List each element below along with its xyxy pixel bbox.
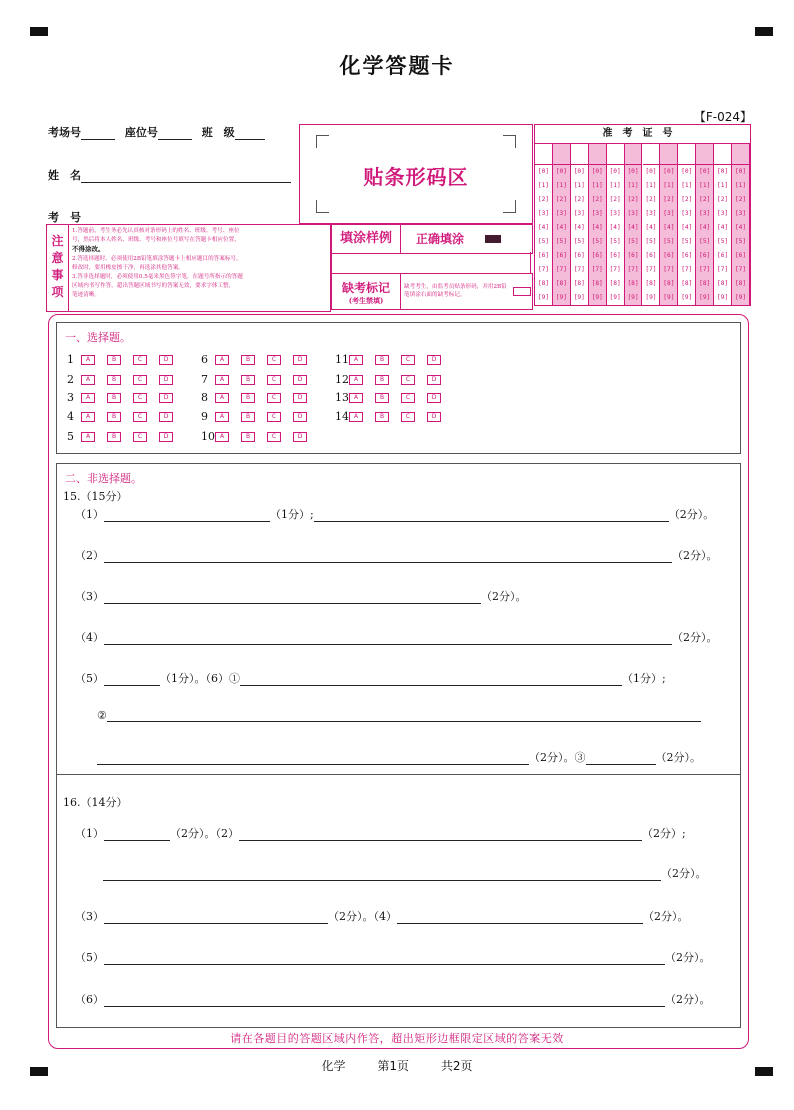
ticket-column[interactable] — [607, 144, 625, 305]
absent-desc: 缺考考生，由监考员贴条形码，并用2B铅笔填涂右面的缺考标记。 — [404, 284, 507, 298]
ticket-digit-bubble[interactable]: [2] — [609, 196, 621, 203]
footer-total: 共2页 — [440, 1059, 473, 1073]
mc-option-bubble[interactable]: C — [401, 412, 415, 422]
mc-option-bubble[interactable]: B — [107, 355, 121, 365]
notes-text: 1.答题前，考生务必先认真核对条形码上的姓名、班级、考号、座位 号，然后将本人姓名、班级、考号和座位号填写在答题卡相应位置， 不得涂改。 2.答选择题时，必须使用2B铅笔填涂答题卡上相应题目的答案标号， 修改时，要用橡皮擦干净，再选涂其他答案。 3.答非选择题时，必须使用0.5毫米黑色签字笔，在题号所指示的答题 区域内书写作答，超出答题区域书写的答案无效，要求字体工整， 笔迹清晰。 — [72, 228, 243, 298]
ticket-digit-bubble[interactable]: [7] — [555, 266, 567, 273]
ticket-digit-bubble[interactable]: [2] — [645, 196, 657, 203]
ticket-digit-bubble[interactable]: [9] — [627, 294, 639, 301]
ticket-digit-write-box[interactable] — [571, 144, 588, 165]
mc-option-bubble[interactable]: A — [81, 375, 95, 385]
ticket-digit-bubble[interactable]: [4] — [699, 224, 711, 231]
ticket-digit-bubble[interactable]: [7] — [537, 266, 550, 273]
mc-option-bubble[interactable]: C — [133, 412, 147, 422]
mc-option-bubble[interactable]: C — [267, 355, 281, 365]
ticket-digit-write-box[interactable] — [696, 144, 713, 165]
ticket-digit-bubble[interactable]: [2] — [734, 196, 747, 203]
ticket-digit-bubble[interactable]: [3] — [645, 210, 657, 217]
barcode-label: 贴条形码区 — [363, 165, 469, 189]
barcode-area — [299, 124, 533, 224]
ticket-digit-bubble[interactable]: [9] — [734, 294, 747, 301]
ticket-digit-write-box[interactable] — [678, 144, 695, 165]
ticket-digit-write-box[interactable] — [660, 144, 677, 165]
q15-title: 15.（15分） — [63, 490, 128, 503]
ticket-digit-write-box[interactable] — [643, 144, 660, 165]
ticket-digit-bubble[interactable]: [4] — [591, 224, 603, 231]
page-footer — [0, 1057, 794, 1074]
ticket-digit-bubble[interactable]: [8] — [573, 280, 585, 287]
mc-question — [67, 391, 185, 404]
ticket-digit-bubble[interactable]: [2] — [591, 196, 603, 203]
mc-question — [335, 391, 453, 404]
mc-option-bubble[interactable]: D — [293, 412, 307, 422]
sec2-heading: 二、非选择题。 — [65, 472, 142, 485]
ticket-digit-bubble[interactable]: [3] — [573, 210, 585, 217]
mc-question-number: 2 — [67, 373, 74, 386]
ticket-digit-bubble[interactable]: [8] — [717, 280, 729, 287]
mc-option-bubble[interactable]: A — [215, 412, 229, 422]
mc-option-bubble[interactable]: D — [293, 375, 307, 385]
mc-question-number: 13 — [335, 391, 349, 404]
mc-option-bubble[interactable]: B — [375, 375, 389, 385]
mc-question-number: 14 — [335, 410, 349, 423]
mc-option-bubble[interactable]: A — [349, 355, 363, 365]
ticket-digit-bubble[interactable]: [3] — [681, 210, 693, 217]
ticket-digit-write-box[interactable] — [625, 144, 642, 165]
ticket-column[interactable] — [625, 144, 643, 305]
ticket-digit-bubble[interactable]: [0] — [573, 168, 585, 175]
ticket-title: 准考证号 — [535, 125, 750, 144]
q16-part6[interactable]: （6） （2分）。 — [75, 993, 711, 1006]
fill-sample — [331, 224, 533, 254]
mc-option-bubble[interactable]: A — [81, 432, 95, 442]
ticket-digit-bubble[interactable]: [5] — [573, 238, 585, 245]
q15-part2[interactable]: （2） （2分）。 — [75, 549, 718, 562]
mc-question-number: 5 — [67, 430, 74, 443]
ticket-digit-bubble[interactable]: [7] — [627, 266, 639, 273]
mc-question-number: 3 — [67, 391, 74, 404]
mc-option-bubble[interactable]: C — [401, 355, 415, 365]
ticket-column[interactable] — [696, 144, 714, 305]
ticket-digit-bubble[interactable]: [4] — [734, 224, 747, 231]
mc-option-bubble[interactable]: D — [427, 393, 441, 403]
ticket-digit-bubble[interactable]: [0] — [537, 168, 550, 175]
exam-room-field[interactable] — [48, 124, 265, 140]
ticket-digit-write-box[interactable] — [535, 144, 552, 165]
ticket-digit-bubble[interactable]: [5] — [645, 238, 657, 245]
corner-mark-tr — [755, 27, 773, 36]
mc-question — [201, 430, 319, 443]
fill-sample-label: 填涂样例 — [332, 225, 401, 253]
ticket-digit-bubble[interactable]: [4] — [609, 224, 621, 231]
mc-question — [201, 353, 319, 366]
ticket-digit-bubble[interactable]: [9] — [663, 294, 675, 301]
mc-question — [335, 353, 453, 366]
ticket-digit-bubble[interactable]: [2] — [717, 196, 729, 203]
notes-label: 注 意 事 项 — [47, 225, 69, 311]
mc-option-bubble[interactable]: D — [159, 355, 173, 365]
ticket-digit-bubble[interactable]: [8] — [663, 280, 675, 287]
ticket-digit-bubble[interactable]: [6] — [681, 252, 693, 259]
absent-sublabel: (考生禁填) — [348, 296, 384, 305]
ticket-digit-bubble[interactable]: [9] — [645, 294, 657, 301]
ticket-digit-bubble[interactable]: [8] — [734, 280, 747, 287]
sec1-heading: 一、选择题。 — [65, 331, 131, 344]
fill-example-mark — [485, 235, 501, 243]
mc-question-number: 9 — [201, 410, 208, 423]
free-response-section — [56, 463, 741, 1028]
ticket-digit-bubble[interactable]: [2] — [573, 196, 585, 203]
ticket-digit-bubble[interactable]: [3] — [591, 210, 603, 217]
ticket-digit-bubble[interactable]: [5] — [627, 238, 639, 245]
ticket-digit-bubble[interactable]: [7] — [663, 266, 675, 273]
footer-subject: 化学 — [321, 1059, 346, 1073]
ticket-digit-write-box[interactable] — [607, 144, 624, 165]
absent-checkbox[interactable] — [513, 287, 531, 296]
ticket-digit-bubble[interactable]: [0] — [717, 168, 729, 175]
footer-warning: 请在各题目的答题区域内作答，超出矩形边框限定区域的答案无效 — [230, 1032, 564, 1045]
ticket-digit-bubble[interactable]: [4] — [663, 224, 675, 231]
mc-option-bubble[interactable]: D — [293, 393, 307, 403]
ticket-digit-bubble[interactable]: [7] — [681, 266, 693, 273]
mc-option-bubble[interactable]: B — [241, 432, 255, 442]
corner-mark-tl — [30, 27, 48, 36]
mc-option-bubble[interactable]: D — [427, 412, 441, 422]
mc-option-bubble[interactable]: C — [133, 393, 147, 403]
mc-question-number: 12 — [335, 373, 349, 386]
mc-option-bubble[interactable]: C — [401, 393, 415, 403]
ticket-digit-bubble[interactable]: [2] — [555, 196, 567, 203]
mc-option-bubble[interactable]: B — [375, 412, 389, 422]
mc-question-number: 7 — [201, 373, 208, 386]
name-label: 姓 名 — [48, 169, 81, 182]
ticket-digit-write-box[interactable] — [732, 144, 749, 165]
mc-option-bubble[interactable]: D — [159, 432, 173, 442]
mc-option-bubble[interactable]: C — [267, 393, 281, 403]
ticket-column[interactable] — [714, 144, 732, 305]
mc-question-number: 4 — [67, 410, 74, 423]
mc-question-number: 8 — [201, 391, 208, 404]
mc-option-bubble[interactable]: A — [81, 412, 95, 422]
mc-option-bubble[interactable]: A — [215, 393, 229, 403]
footer-page: 第1页 — [377, 1059, 409, 1073]
ticket-digit-bubble[interactable]: [3] — [555, 210, 567, 217]
ticket-digit-bubble[interactable]: [7] — [717, 266, 729, 273]
ticket-digit-bubble[interactable]: [7] — [591, 266, 603, 273]
mc-question — [67, 410, 185, 423]
ticket-digit-bubble[interactable]: [6] — [717, 252, 729, 259]
mc-question — [67, 430, 185, 443]
ticket-digit-bubble[interactable]: [1] — [537, 182, 550, 189]
mc-option-bubble[interactable]: B — [241, 393, 255, 403]
ticket-digit-bubble[interactable]: [3] — [699, 210, 711, 217]
mc-option-bubble[interactable]: A — [349, 375, 363, 385]
ticket-digit-bubble[interactable]: [0] — [699, 168, 711, 175]
ticket-digit-bubble[interactable]: [6] — [663, 252, 675, 259]
q-divider — [57, 774, 740, 775]
mc-question-number: 6 — [201, 353, 208, 366]
ticket-digit-bubble[interactable]: [4] — [627, 224, 639, 231]
ticket-digit-bubble[interactable]: [9] — [699, 294, 711, 301]
ticket-number-grid — [534, 124, 751, 306]
ticket-digit-bubble[interactable]: [2] — [699, 196, 711, 203]
ticket-digit-bubble[interactable]: [0] — [663, 168, 675, 175]
ticket-digit-bubble[interactable]: [0] — [609, 168, 621, 175]
mc-option-bubble[interactable]: B — [241, 412, 255, 422]
absent-mark-box — [331, 273, 533, 310]
q15-part1[interactable]: （1） （1分）; （2分）。 — [75, 508, 715, 521]
ticket-digit-bubble[interactable]: [8] — [645, 280, 657, 287]
ticket-digit-bubble[interactable]: [3] — [627, 210, 639, 217]
ticket-digit-bubble[interactable]: [1] — [555, 182, 567, 189]
mc-option-bubble[interactable]: A — [215, 375, 229, 385]
ticket-digit-bubble[interactable]: [5] — [663, 238, 675, 245]
page-title: 化学答题卡 — [339, 53, 455, 78]
ticket-digit-bubble[interactable]: [6] — [537, 252, 550, 259]
ticket-digit-bubble[interactable]: [8] — [609, 280, 621, 287]
ticket-digit-bubble[interactable]: [8] — [699, 280, 711, 287]
ticket-digit-bubble[interactable]: [9] — [717, 294, 729, 301]
ticket-digit-bubble[interactable]: [6] — [555, 252, 567, 259]
ticket-digit-write-box[interactable] — [714, 144, 731, 165]
ticket-digit-bubble[interactable]: [9] — [681, 294, 693, 301]
mc-question — [201, 391, 319, 404]
ticket-column[interactable] — [535, 144, 553, 305]
q16-part5[interactable]: （5） （2分）。 — [75, 951, 711, 964]
mc-option-bubble[interactable]: D — [293, 432, 307, 442]
mc-option-bubble[interactable]: B — [241, 355, 255, 365]
mc-option-bubble[interactable]: B — [241, 375, 255, 385]
paper-code: 【F-024】 — [693, 110, 752, 124]
q16-part3-4[interactable]: （3） （2分）。（4） （2分）。 — [75, 910, 689, 923]
q15-part6-3[interactable]: （2分）。③ （2分）。 — [97, 749, 701, 765]
ticket-digit-bubble[interactable]: [4] — [681, 224, 693, 231]
ticket-digit-bubble[interactable]: [3] — [537, 210, 550, 217]
ticket-digit-bubble[interactable]: [6] — [699, 252, 711, 259]
mc-option-bubble[interactable]: C — [267, 412, 281, 422]
ticket-column[interactable] — [571, 144, 589, 305]
mc-option-bubble[interactable]: B — [107, 375, 121, 385]
ticket-digit-bubble[interactable]: [4] — [717, 224, 729, 231]
mc-option-bubble[interactable]: B — [375, 355, 389, 365]
mc-option-bubble[interactable]: A — [215, 355, 229, 365]
mc-option-bubble[interactable]: C — [133, 375, 147, 385]
ticket-digit-bubble[interactable]: [8] — [537, 280, 550, 287]
multiple-choice-section — [56, 322, 741, 454]
q15-part3[interactable]: （3） （2分）。 — [75, 590, 527, 603]
ticket-digit-bubble[interactable]: [2] — [681, 196, 693, 203]
mc-question — [335, 373, 453, 386]
ticket-digit-bubble[interactable]: [4] — [555, 224, 567, 231]
ticket-digit-bubble[interactable]: [3] — [663, 210, 675, 217]
ticket-digit-bubble[interactable]: [4] — [645, 224, 657, 231]
mc-option-bubble[interactable]: A — [349, 412, 363, 422]
mc-option-bubble[interactable]: D — [427, 355, 441, 365]
mc-question — [67, 373, 185, 386]
ticket-digit-bubble[interactable]: [5] — [609, 238, 621, 245]
ticket-digit-bubble[interactable]: [1] — [609, 182, 621, 189]
mc-option-bubble[interactable]: C — [133, 432, 147, 442]
mc-question — [201, 410, 319, 423]
name-field[interactable] — [48, 167, 291, 183]
q15-part4[interactable]: （4） （2分）。 — [75, 631, 718, 644]
ticket-digit-bubble[interactable]: [9] — [591, 294, 603, 301]
ticket-digit-bubble[interactable]: [1] — [573, 182, 585, 189]
ticket-digit-bubble[interactable]: [5] — [734, 238, 747, 245]
q16-part2-cont[interactable]: （2分）。 — [103, 865, 707, 881]
ticket-digit-bubble[interactable]: [8] — [627, 280, 639, 287]
ticket-digit-bubble[interactable]: [2] — [663, 196, 675, 203]
ticket-digit-bubble[interactable]: [7] — [645, 266, 657, 273]
ticket-digit-bubble[interactable]: [8] — [681, 280, 693, 287]
ticket-digit-bubble[interactable]: [0] — [734, 168, 747, 175]
mc-question — [67, 353, 185, 366]
exam-no-label: 考 号 — [48, 211, 81, 224]
class-label: 班 级 — [201, 126, 235, 139]
ticket-digit-write-box[interactable] — [589, 144, 606, 165]
ticket-digit-bubble[interactable]: [5] — [681, 238, 693, 245]
ticket-column[interactable] — [660, 144, 678, 305]
mc-question — [335, 410, 453, 423]
ticket-digit-bubble[interactable]: [9] — [573, 294, 585, 301]
correct-fill-label: 正确填涂 — [416, 232, 465, 246]
ticket-digit-bubble[interactable]: [1] — [699, 182, 711, 189]
ticket-digit-bubble[interactable]: [6] — [645, 252, 657, 259]
mc-option-bubble[interactable]: D — [427, 375, 441, 385]
ticket-digit-bubble[interactable]: [9] — [609, 294, 621, 301]
mc-option-bubble[interactable]: B — [107, 432, 121, 442]
mc-option-bubble[interactable]: A — [81, 355, 95, 365]
ticket-digit-bubble[interactable]: [4] — [537, 224, 550, 231]
mc-option-bubble[interactable]: D — [159, 412, 173, 422]
ticket-column[interactable] — [553, 144, 571, 305]
exam-room-label: 考场号 — [48, 126, 81, 139]
mc-option-bubble[interactable]: B — [107, 393, 121, 403]
ticket-digit-bubble[interactable]: [1] — [681, 182, 693, 189]
ticket-digit-bubble[interactable]: [4] — [573, 224, 585, 231]
ticket-digit-bubble[interactable]: [7] — [573, 266, 585, 273]
ticket-digit-bubble[interactable]: [5] — [717, 238, 729, 245]
mc-question-number: 1 — [67, 353, 74, 366]
ticket-digit-bubble[interactable]: [5] — [699, 238, 711, 245]
mc-option-bubble[interactable]: B — [375, 393, 389, 403]
exam-no-field[interactable] — [48, 209, 291, 225]
ticket-digit-bubble[interactable]: [6] — [734, 252, 747, 259]
ticket-digit-bubble[interactable]: [6] — [627, 252, 639, 259]
ticket-digit-bubble[interactable]: [1] — [627, 182, 639, 189]
mc-option-bubble[interactable]: A — [349, 393, 363, 403]
mc-question-number: 11 — [335, 353, 349, 366]
ticket-digit-bubble[interactable]: [5] — [591, 238, 603, 245]
mc-option-bubble[interactable]: D — [293, 355, 307, 365]
ticket-digit-bubble[interactable]: [3] — [609, 210, 621, 217]
ticket-digit-bubble[interactable]: [6] — [573, 252, 585, 259]
ticket-digit-bubble[interactable]: [9] — [537, 294, 550, 301]
ticket-digit-bubble[interactable]: [7] — [699, 266, 711, 273]
mc-option-bubble[interactable]: C — [401, 375, 415, 385]
ticket-digit-bubble[interactable]: [8] — [591, 280, 603, 287]
mc-option-bubble[interactable]: C — [267, 432, 281, 442]
ticket-column[interactable] — [678, 144, 696, 305]
mc-option-bubble[interactable]: D — [159, 393, 173, 403]
ticket-digit-bubble[interactable]: [2] — [627, 196, 639, 203]
ticket-column[interactable] — [732, 144, 750, 305]
ticket-digit-bubble[interactable]: [5] — [537, 238, 550, 245]
ticket-digit-bubble[interactable]: [9] — [555, 294, 567, 301]
ticket-digit-bubble[interactable]: [2] — [537, 196, 550, 203]
q15-part5-6[interactable]: （5） （1分）。（6）① （1分）; — [75, 672, 666, 685]
ticket-digit-bubble[interactable]: [7] — [734, 266, 747, 273]
ticket-digit-bubble[interactable]: [6] — [609, 252, 621, 259]
ticket-column[interactable] — [643, 144, 661, 305]
mc-option-bubble[interactable]: B — [107, 412, 121, 422]
ticket-digit-bubble[interactable]: [3] — [734, 210, 747, 217]
ticket-digit-bubble[interactable]: [6] — [591, 252, 603, 259]
ticket-digit-bubble[interactable]: [0] — [555, 168, 567, 175]
ticket-digit-bubble[interactable]: [8] — [555, 280, 567, 287]
q16-title: 16.（14分） — [63, 796, 128, 809]
ticket-digit-bubble[interactable]: [1] — [645, 182, 657, 189]
ticket-digit-bubble[interactable]: [1] — [717, 182, 729, 189]
ticket-digit-bubble[interactable]: [0] — [645, 168, 657, 175]
mc-option-bubble[interactable]: C — [267, 375, 281, 385]
mc-question — [201, 373, 319, 386]
mc-option-bubble[interactable]: A — [215, 432, 229, 442]
ticket-digit-write-box[interactable] — [553, 144, 570, 165]
seat-label: 座位号 — [124, 126, 158, 139]
ticket-column[interactable] — [589, 144, 607, 305]
ticket-digit-bubble[interactable]: [1] — [663, 182, 675, 189]
ticket-digit-bubble[interactable]: [1] — [734, 182, 747, 189]
notes-box — [46, 224, 331, 312]
ticket-digit-bubble[interactable]: [7] — [609, 266, 621, 273]
q15-part6-2[interactable]: ② — [97, 709, 701, 722]
ticket-digit-bubble[interactable]: [0] — [681, 168, 693, 175]
ticket-digit-bubble[interactable]: [1] — [591, 182, 603, 189]
q16-part1-2[interactable]: （1） （2分）。（2） （2分）; — [75, 827, 686, 840]
ticket-digit-bubble[interactable]: [0] — [627, 168, 639, 175]
mc-question-number: 10 — [201, 430, 215, 443]
absent-label: 缺考标记 — [341, 281, 390, 295]
mc-option-bubble[interactable]: C — [133, 355, 147, 365]
ticket-digit-bubble[interactable]: [0] — [591, 168, 603, 175]
mc-option-bubble[interactable]: D — [159, 375, 173, 385]
mc-option-bubble[interactable]: A — [81, 393, 95, 403]
ticket-digit-bubble[interactable]: [5] — [555, 238, 567, 245]
ticket-digit-bubble[interactable]: [3] — [717, 210, 729, 217]
